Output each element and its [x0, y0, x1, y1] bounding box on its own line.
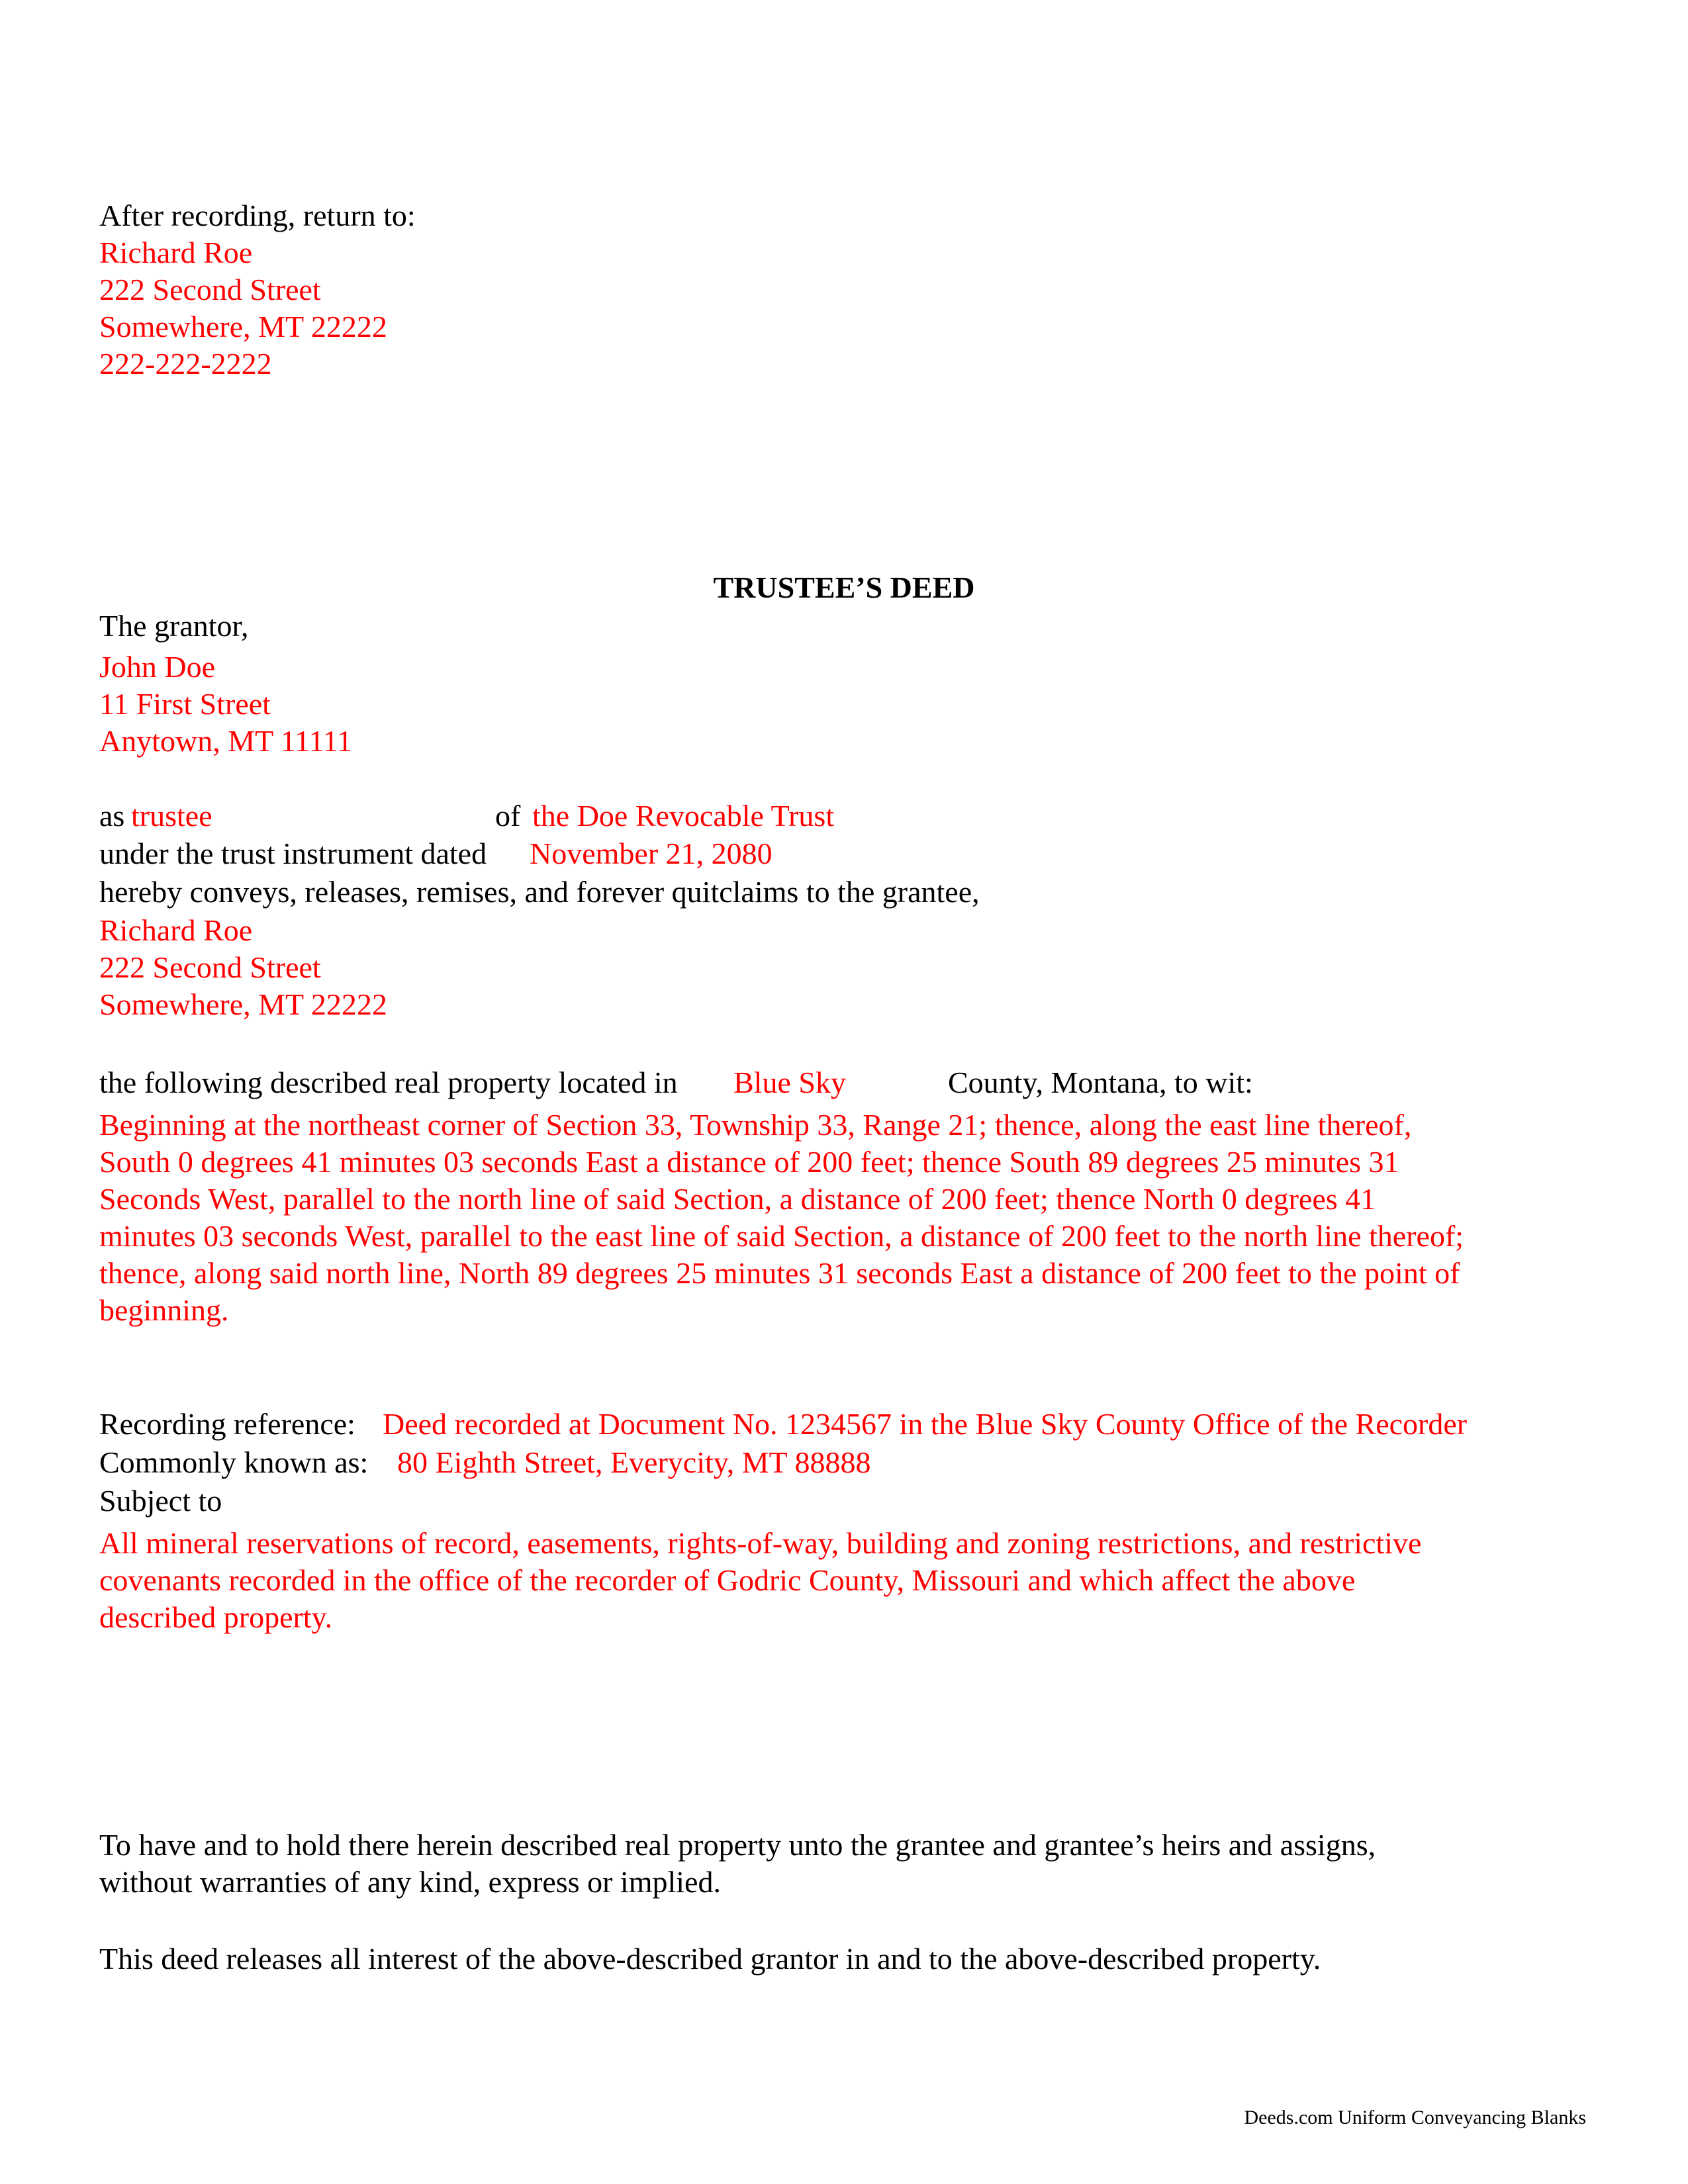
conveyance-text: hereby conveys, releases, remises, and forever quitclaims to the grantee,	[99, 875, 980, 909]
instrument-date[interactable]: November 21, 2080	[530, 837, 773, 870]
trustee-role[interactable]: trustee	[131, 799, 212, 833]
grantor-city[interactable]: Anytown, MT 11111	[99, 724, 353, 758]
grantee-block	[99, 912, 387, 1023]
grantee-street[interactable]: 222 Second Street	[99, 950, 321, 984]
subject-to-text[interactable]	[99, 1525, 1595, 1636]
return-to-phone[interactable]: 222-222-2222	[99, 347, 272, 381]
grantee-name[interactable]: Richard Roe	[99, 913, 253, 947]
subject-to-label: Subject to	[99, 1484, 222, 1518]
habendum-line: To have and to hold there herein described real property unto the grantee and grantee’s heirs and assigns,	[99, 1828, 1376, 1862]
habendum-clause	[99, 1827, 1376, 1901]
subject-to-line: covenants recorded in the office of the recorder of Godric County, Missouri and which affect the above	[99, 1563, 1356, 1597]
trust-name[interactable]: the Doe Revocable Trust	[532, 799, 835, 833]
legal-line: South 0 degrees 41 minutes 03 seconds East a distance of 200 feet; thence South 89 degrees 25 minutes 31	[99, 1145, 1399, 1179]
grantor-label: The grantor,	[99, 609, 249, 643]
of-label: of	[495, 799, 521, 833]
recording-reference-label: Recording reference:	[99, 1407, 355, 1441]
commonly-known-label: Commonly known as:	[99, 1445, 369, 1479]
return-to-block	[99, 197, 416, 383]
recording-reference-value[interactable]: Deed recorded at Document No. 1234567 in the Blue Sky County Office of the Recorder	[383, 1407, 1468, 1441]
grantor-name[interactable]: John Doe	[99, 650, 216, 684]
return-to-name[interactable]: Richard Roe	[99, 236, 253, 269]
legal-line: Beginning at the northeast corner of Section 33, Township 33, Range 21; thence, along the east line thereof,	[99, 1108, 1412, 1142]
habendum-line: without warranties of any kind, express or implied.	[99, 1865, 721, 1899]
legal-line: minutes 03 seconds West, parallel to the east line of said Section, a distance of 200 feet to the north line thereof;	[99, 1219, 1464, 1253]
subject-to-line: All mineral reservations of record, easements, rights-of-way, building and zoning restrictions, and restrictive	[99, 1526, 1422, 1560]
property-county[interactable]: Blue Sky	[733, 1066, 846, 1099]
grantee-city[interactable]: Somewhere, MT 22222	[99, 987, 387, 1021]
return-to-label: After recording, return to:	[99, 199, 416, 232]
footer-credit: Deeds.com Uniform Conveyancing Blanks	[1244, 2107, 1586, 2128]
legal-description[interactable]	[99, 1107, 1595, 1329]
instrument-label: under the trust instrument dated	[99, 837, 487, 870]
legal-line: beginning.	[99, 1293, 229, 1327]
commonly-known-value[interactable]: 80 Eighth Street, Everycity, MT 88888	[397, 1445, 871, 1479]
return-to-city[interactable]: Somewhere, MT 22222	[99, 310, 387, 343]
grantor-street[interactable]: 11 First Street	[99, 687, 271, 721]
grantor-block	[99, 608, 352, 760]
as-label: as	[99, 799, 125, 833]
property-suffix: County, Montana, to wit:	[948, 1066, 1253, 1099]
return-to-street[interactable]: 222 Second Street	[99, 273, 321, 306]
document-title: TRUSTEE’S DEED	[713, 570, 975, 604]
property-label: the following described real property located in	[99, 1066, 678, 1099]
subject-to-line: described property.	[99, 1600, 333, 1634]
release-text: This deed releases all interest of the above-described grantor in and to the above-described property.	[99, 1942, 1321, 1976]
legal-line: thence, along said north line, North 89 degrees 25 minutes 31 seconds East a distance of 200 feet to the point of	[99, 1256, 1460, 1290]
legal-line: Seconds West, parallel to the north line of said Section, a distance of 200 feet; thence North 0 degrees 41	[99, 1182, 1376, 1216]
